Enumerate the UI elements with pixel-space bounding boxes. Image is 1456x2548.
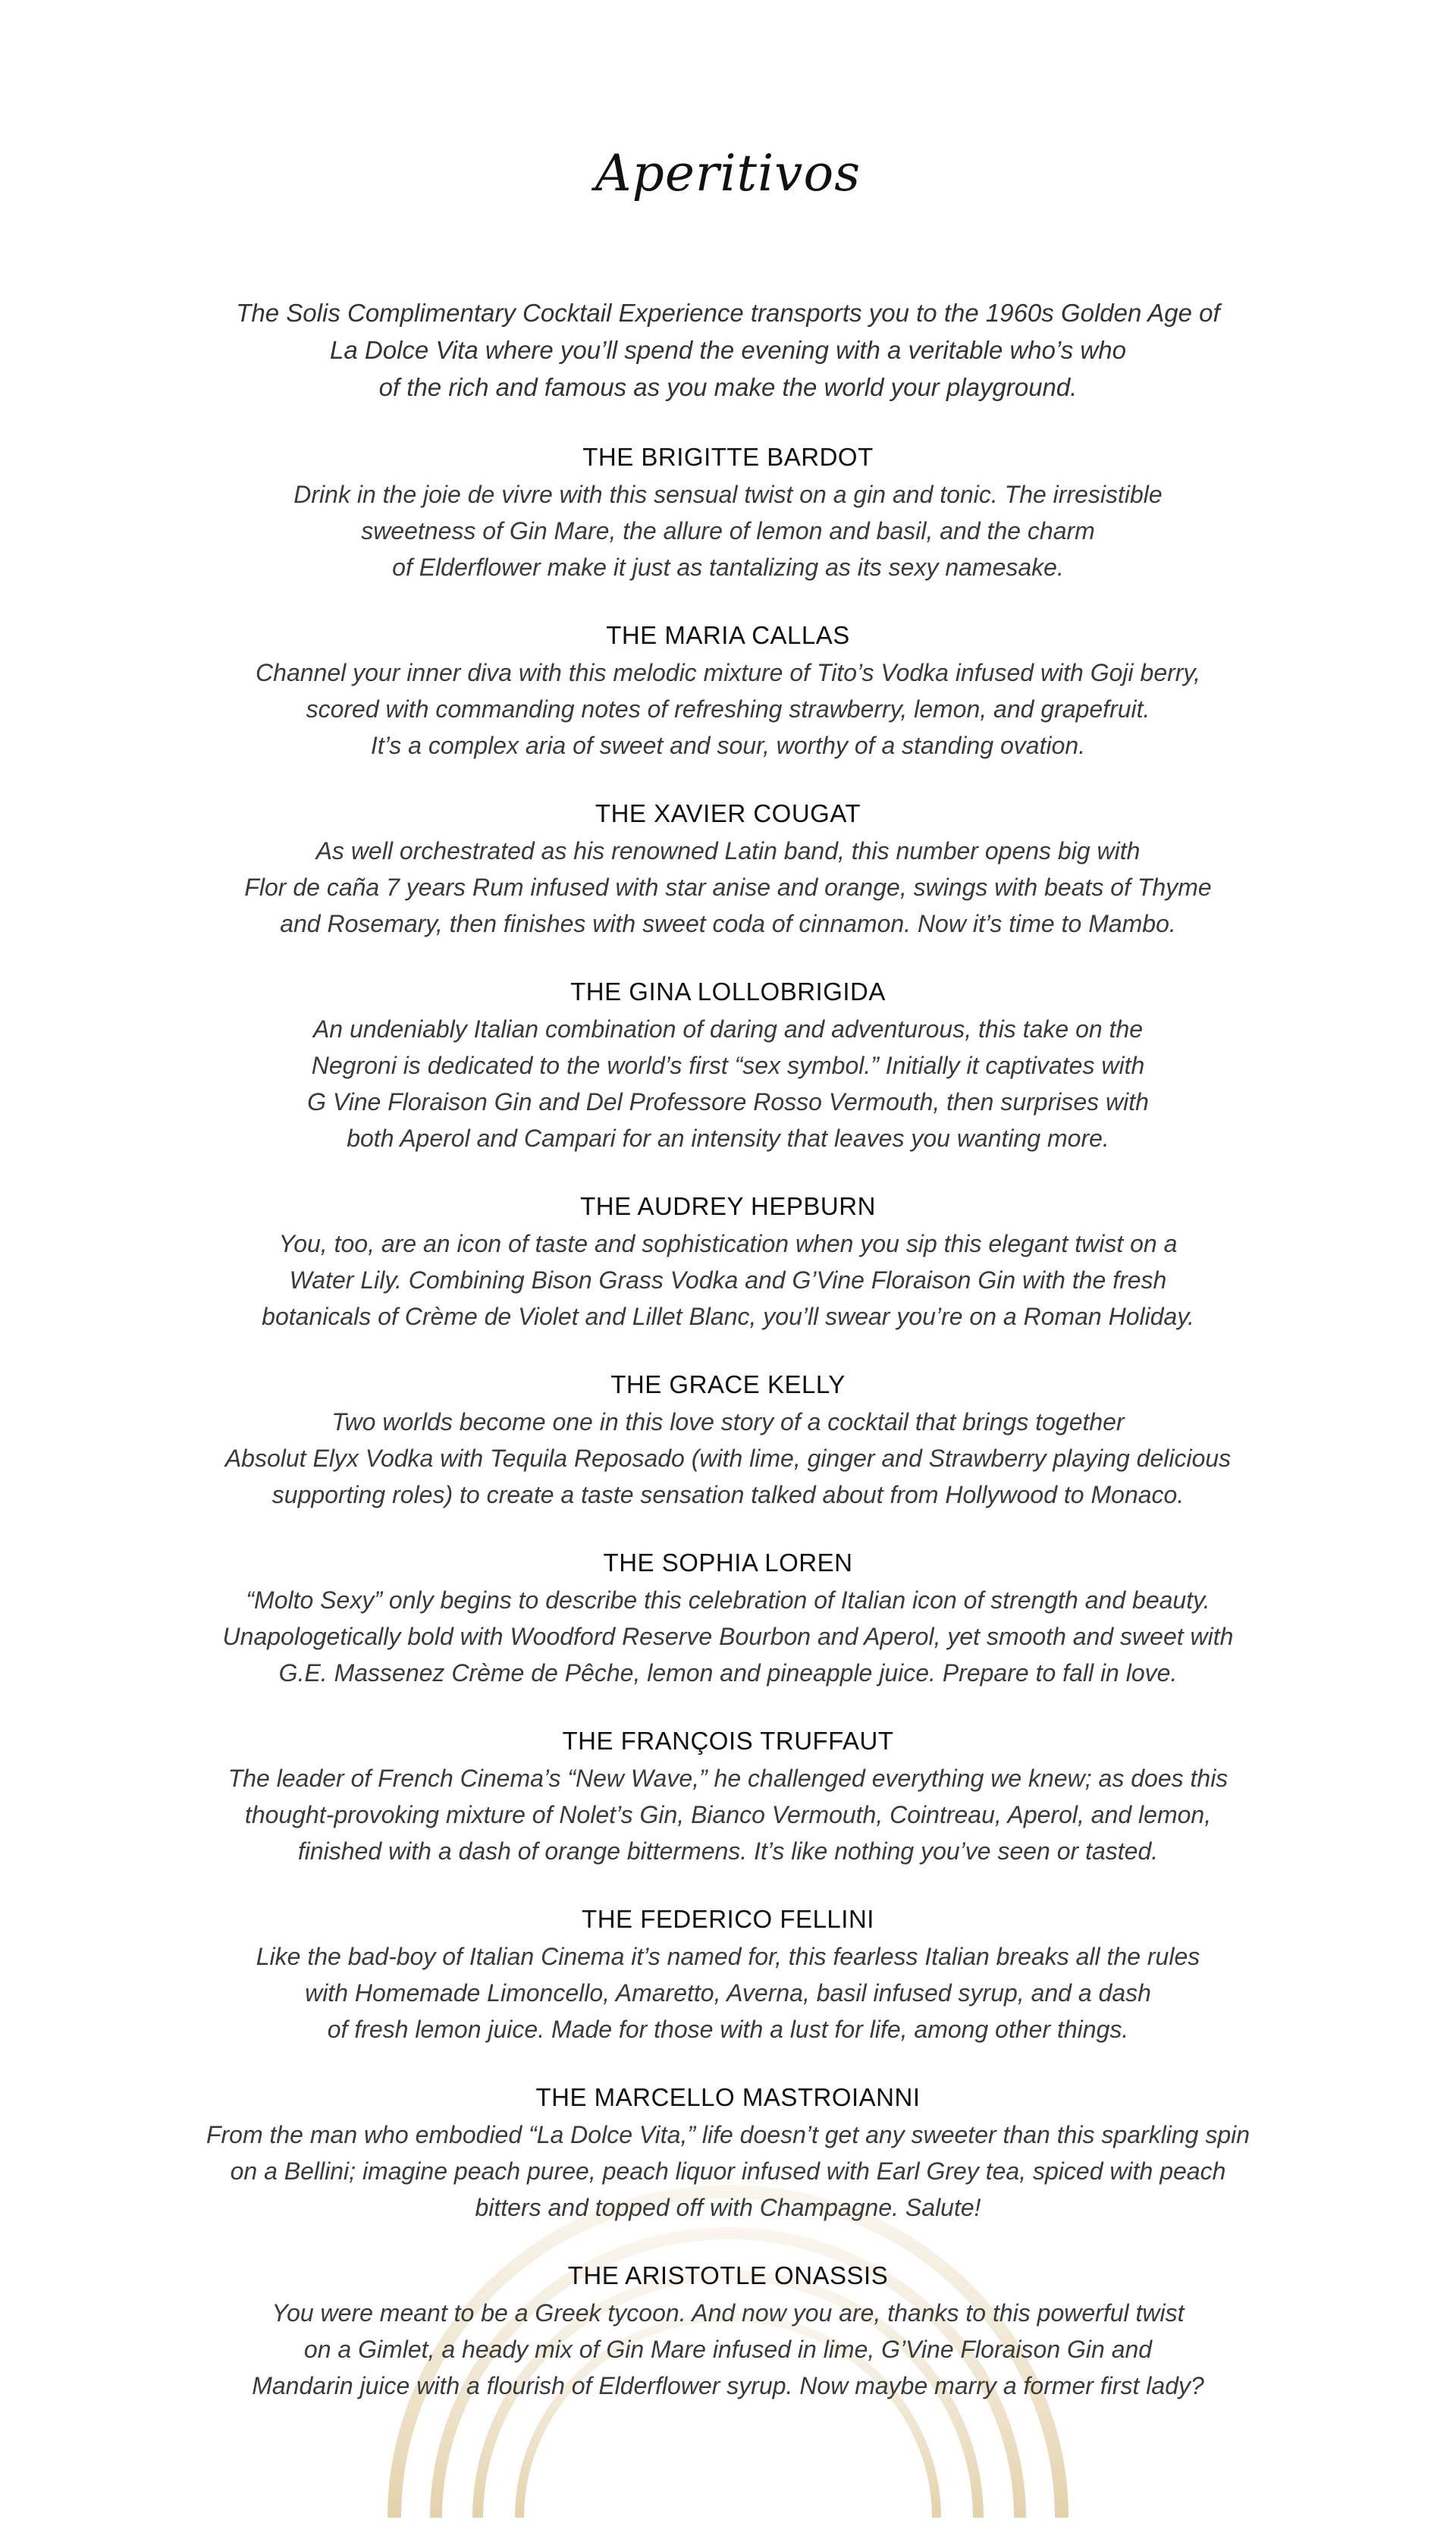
cocktail-name: THE GINA LOLLOBRIGIDA	[570, 977, 886, 1006]
description-line: on a Bellini; imagine peach puree, peach liquor infused with Earl Grey tea, spiced with peach	[230, 2157, 1226, 2185]
description-line: of fresh lemon juice. Made for those with a lust for life, among other things.	[327, 2016, 1129, 2043]
description-line: An undeniably Italian combination of daring and adventurous, this take on the	[312, 1015, 1144, 1043]
description-line: Drink in the joie de vivre with this sensual twist on a gin and tonic. The irresistible	[293, 481, 1163, 508]
cocktail-item	[121, 973, 1335, 1188]
cocktail-description	[121, 1760, 1335, 1869]
description-line: supporting roles) to create a taste sensation talked about from Hollywood to Monaco.	[271, 1481, 1185, 1508]
cocktail-item	[121, 1900, 1335, 2079]
cocktail-item	[121, 438, 1335, 617]
cocktail-name: THE MARIA CALLAS	[606, 621, 850, 649]
description-line: finished with a dash of orange bittermens. It’s like nothing you’ve seen or tasted.	[297, 1837, 1159, 1865]
cocktail-description	[121, 1225, 1335, 1335]
cocktail-item	[121, 1188, 1335, 1366]
cocktail-description	[121, 654, 1335, 764]
description-line: scored with commanding notes of refreshing strawberry, lemon, and grapefruit.	[306, 695, 1150, 723]
description-line: Two worlds become one in this love story of a cocktail that brings together	[331, 1408, 1125, 1436]
cocktail-name: THE BRIGITTE BARDOT	[582, 443, 874, 471]
description-line: Water Lily. Combining Bison Grass Vodka and G’Vine Floraison Gin with the fresh	[289, 1266, 1167, 1294]
description-line: with Homemade Limoncello, Amaretto, Averna, basil infused syrup, and a dash	[305, 1979, 1151, 2007]
cocktail-item	[121, 1366, 1335, 1544]
description-line: The leader of French Cinema’s “New Wave,” he challenged everything we knew; as does this	[228, 1765, 1228, 1792]
description-line: thought-provoking mixture of Nolet’s Gin, Bianco Vermouth, Cointreau, Aperol, and lemon,	[244, 1801, 1212, 1828]
cocktail-item	[121, 795, 1335, 973]
cocktail-item	[121, 1544, 1335, 1722]
description-line: Channel your inner diva with this melodic mixture of Tito’s Vodka infused with Goji berry,	[256, 659, 1200, 686]
description-line: bitters and topped off with Champagne. Salute!	[475, 2194, 981, 2221]
description-line: Negroni is dedicated to the world’s first “sex symbol.” Initially it captivates with	[311, 1052, 1145, 1079]
intro-line: of the rich and famous as you make the world your playground.	[378, 373, 1078, 401]
description-line: You, too, are an icon of taste and sophistication when you sip this elegant twist on a	[278, 1230, 1178, 1257]
description-line: botanicals of Crème de Violet and Lillet Blanc, you’ll swear you’re on a Roman Holiday.	[262, 1303, 1194, 1330]
description-line: G Vine Floraison Gin and Del Professore Rosso Vermouth, then surprises with	[307, 1088, 1149, 1116]
cocktail-description	[121, 2117, 1335, 2226]
cocktail-name: THE MARCELLO MASTROIANNI	[535, 2083, 921, 2111]
cocktail-name: THE SOPHIA LOREN	[603, 1549, 853, 1577]
cocktail-name: THE FEDERICO FELLINI	[582, 1905, 874, 1933]
description-line: both Aperol and Campari for an intensity that leaves you wanting more.	[347, 1125, 1109, 1152]
description-line: It’s a complex aria of sweet and sour, worthy of a standing ovation.	[370, 732, 1086, 759]
description-line: and Rosemary, then finishes with sweet coda of cinnamon. Now it’s time to Mambo.	[280, 910, 1176, 937]
intro-paragraph	[121, 294, 1335, 406]
description-line: G.E. Massenez Crème de Pêche, lemon and pineapple juice. Prepare to fall in love.	[278, 1659, 1178, 1687]
description-line: sweetness of Gin Mare, the allure of lemon and basil, and the charm	[361, 517, 1095, 544]
cocktail-name: THE AUDREY HEPBURN	[580, 1192, 876, 1220]
description-line: Absolut Elyx Vodka with Tequila Reposado (with lime, ginger and Strawberry playing delicious	[224, 1445, 1232, 1472]
description-line: You were meant to be a Greek tycoon. And now you are, thanks to this powerful twist	[271, 2299, 1185, 2327]
cocktail-description	[121, 1938, 1335, 2048]
description-line: As well orchestrated as his renowned Latin band, this number opens big with	[315, 837, 1141, 864]
cocktail-description	[121, 1582, 1335, 1691]
cocktail-description	[121, 1011, 1335, 1156]
description-line: Like the bad-boy of Italian Cinema it’s named for, this fearless Italian breaks all the rules	[256, 1943, 1200, 1970]
cocktail-name: THE FRANÇOIS TRUFFAUT	[562, 1727, 894, 1755]
cocktail-name: THE GRACE KELLY	[610, 1370, 846, 1398]
cocktail-description	[121, 2295, 1335, 2404]
description-line: Mandarin juice with a flourish of Elderflower syrup. Now maybe marry a former first lady?	[252, 2372, 1204, 2399]
description-line: From the man who embodied “La Dolce Vita,” life doesn’t get any sweeter than this sparkling spin	[206, 2121, 1250, 2148]
description-line: Flor de caña 7 years Rum infused with star anise and orange, swings with beats of Thyme	[244, 874, 1212, 901]
page-title: Aperitivos	[595, 144, 861, 202]
cocktail-item	[121, 617, 1335, 795]
cocktail-description	[121, 476, 1335, 585]
cocktail-name: THE ARISTOTLE ONASSIS	[567, 2261, 889, 2289]
description-line: Unapologetically bold with Woodford Reserve Bourbon and Aperol, yet smooth and sweet with	[222, 1623, 1234, 1650]
cocktail-description	[121, 1404, 1335, 1513]
cocktail-name: THE XAVIER COUGAT	[595, 799, 861, 827]
cocktail-description	[121, 833, 1335, 942]
cocktail-list	[121, 438, 1335, 2435]
intro-line: La Dolce Vita where you’ll spend the evening with a veritable who’s who	[330, 336, 1126, 364]
cocktail-item	[121, 2079, 1335, 2257]
description-line: on a Gimlet, a heady mix of Gin Mare infused in lime, G’Vine Floraison Gin and	[303, 2336, 1153, 2363]
cocktail-item	[121, 1722, 1335, 1900]
cocktail-item	[121, 2257, 1335, 2435]
description-line: of Elderflower make it just as tantalizing as its sexy namesake.	[392, 554, 1064, 581]
description-line: “Molto Sexy” only begins to describe this celebration of Italian icon of strength and beauty.	[246, 1586, 1210, 1614]
intro-line: The Solis Complimentary Cocktail Experience transports you to the 1960s Golden Age of	[236, 299, 1220, 327]
